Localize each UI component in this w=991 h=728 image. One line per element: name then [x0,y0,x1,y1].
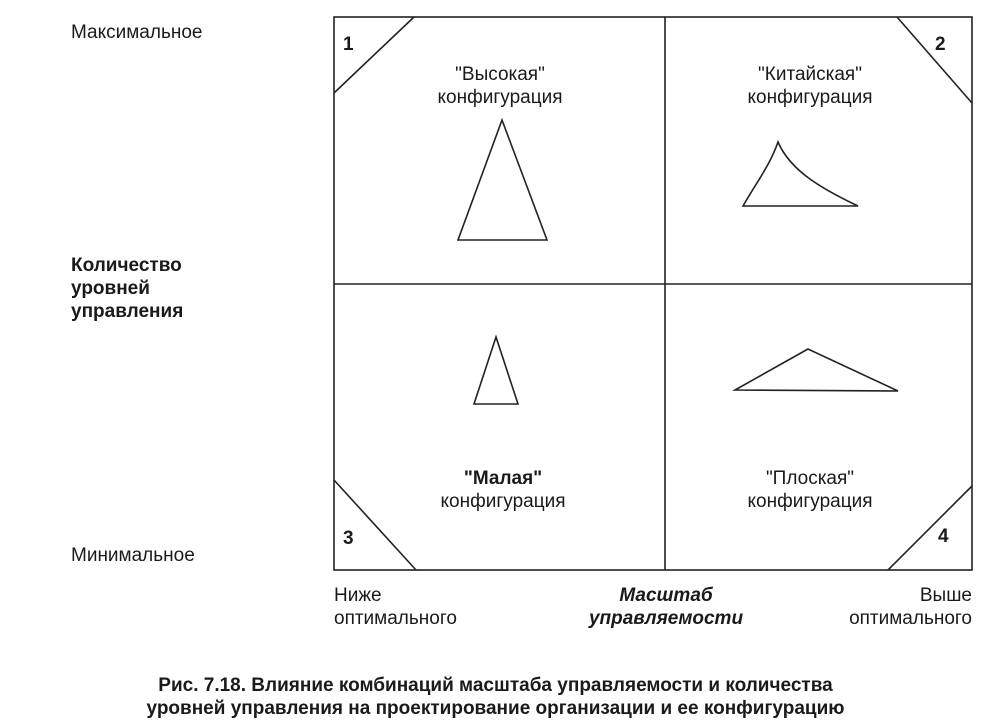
chinese-configuration-shape [743,142,858,206]
x-axis-title-line2: управляемости [588,608,744,629]
figure-caption-line1: Рис. 7.18. Влияние комбинаций масштаба управляемости и количества [158,675,833,696]
quadrant-1-name-line2: конфигурация [437,87,563,108]
x-axis-right-label-line1: Выше [919,585,972,606]
figure-caption-line2: уровней управления на проектирование организации и ее конфигурацию [146,698,845,719]
x-axis-left-label [334,584,457,630]
x-axis-left-label-line2: оптимального [334,608,457,629]
y-axis-min-label: Минимальное [71,545,195,566]
quadrant-3-name-line1: "Малая" [463,468,543,489]
tall-configuration-triangle [458,120,547,240]
x-axis-right-label [772,584,972,630]
x-axis-right-label-line2: оптимального [849,608,972,629]
quadrant-1-number: 1 [343,34,354,55]
quadrant-1-name [400,63,600,109]
x-axis-left-label-line1: Ниже [334,585,382,606]
quadrant-3-name [403,467,603,513]
quadrant-1-name-line1: "Высокая" [455,64,545,85]
quadrant-2-name-line2: конфигурация [747,87,873,108]
flat-configuration-triangle [735,349,898,391]
quadrant-3-number: 3 [343,528,354,549]
y-axis-max-label: Максимальное [71,22,203,43]
quadrant-4-name [710,467,910,513]
quadrant-2-name-line1: "Китайская" [758,64,862,85]
y-axis-title-line2: уровней [71,278,150,299]
x-axis-title-line1: Масштаб [619,585,713,606]
y-axis-title [71,254,183,323]
quadrant-2-number: 2 [935,34,946,55]
quadrant-4-name-line2: конфигурация [747,491,873,512]
y-axis-title-line3: управления [71,301,184,322]
quadrant-4-name-line1: "Плоская" [765,468,855,489]
x-axis-title [566,584,766,630]
quadrant-4-number: 4 [938,526,949,547]
figure-caption [60,674,931,720]
quadrant-3-name-line2: конфигурация [440,491,566,512]
small-configuration-triangle [474,337,518,404]
y-axis-title-line1: Количество [71,255,182,276]
quadrant-2-name [710,63,910,109]
